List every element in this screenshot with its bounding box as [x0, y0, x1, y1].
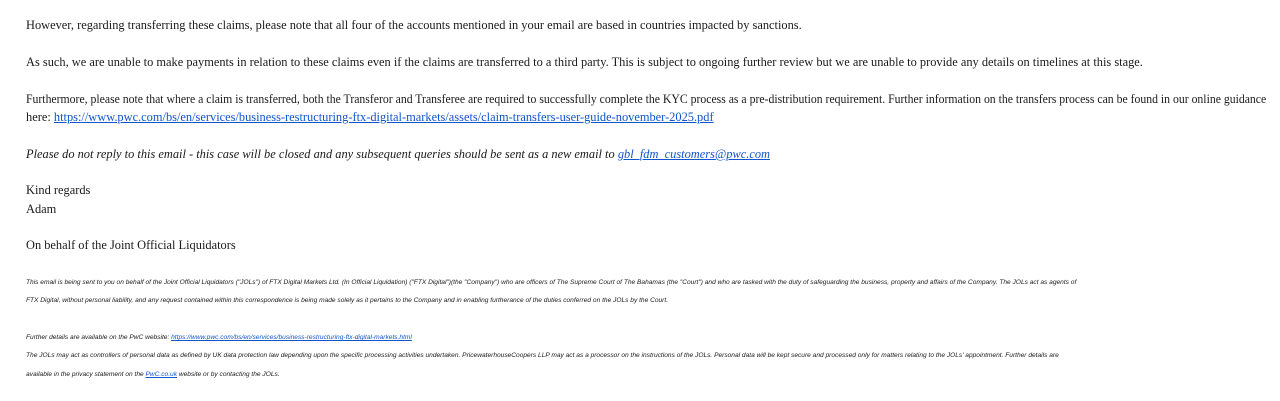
pwc-website-link[interactable]: https://www.pwc.com/bs/en/services/business-restructuring-ftx-digital-markets.html: [171, 334, 412, 341]
sender-name: Adam: [26, 202, 57, 216]
paragraph-kyc-line2: [26, 108, 714, 126]
disclaimer-website: [26, 333, 412, 343]
website-text: Further details are available on the PwC website:: [26, 334, 172, 341]
no-reply-text: Please do not reply to this email - this case will be closed and any subsequent queries should be sent as a new email to: [26, 147, 618, 161]
paragraph-kyc-line1: Furthermore, please note that where a claim is transferred, both the Transferor and Transferee are required to successfully complete the KYC process as a pre-distribution requirement. Further information on the transfers process can be found in our online guidance: [26, 92, 1267, 106]
disclaimer-privacy-line2: [26, 370, 280, 380]
privacy-text-pre: available in the privacy statement on the: [26, 371, 146, 378]
kind-regards: Kind regards: [26, 183, 91, 197]
privacy-text-post: website or by contacting the JOLs.: [177, 371, 280, 378]
paragraph-payments: As such, we are unable to make payments in relation to these claims even if the claims are transferred to a third party. This is subject to ongoing further review but we are unable to provide any details on timelines at this stage.: [26, 55, 1143, 69]
disclaimer-jols-line2: FTX Digital, without personal liability, and any request contained within this correspondence is being made solely as it pertains to the Company and in enabling furtherance of the duties conferred on the JOLs by the Court.: [26, 297, 669, 304]
guidance-link[interactable]: https://www.pwc.com/bs/en/services/business-restructuring-ftx-digital-markets/assets/claim-transfers-user-guide-november-2025.pdf: [53, 110, 714, 124]
pwc-co-uk-link[interactable]: PwC.co.uk: [145, 371, 178, 378]
on-behalf-line: On behalf of the Joint Official Liquidators: [26, 238, 236, 252]
customers-email-link[interactable]: gbl_fdm_customers@pwc.com: [617, 147, 770, 161]
paragraph-sanctions: However, regarding transferring these claims, please note that all four of the accounts mentioned in your email are based in countries impacted by sanctions.: [26, 18, 802, 32]
paragraph-no-reply: [26, 145, 770, 163]
disclaimer-privacy-line1: The JOLs may act as controllers of personal data as defined by UK data protection law depending upon the specific processing activities undertaken. PricewaterhouseCoopers LLP may act as a processor on the instructions of the JOLs. Personal data will be kept secure and processed only for matters relating to the JOLs' appointment. Further details are: [26, 352, 1059, 359]
disclaimer-jols-line1: This email is being sent to you on behalf of the Joint Official Liquidators ("JOLs") of FTX Digital Markets Ltd. (In Official Liquidation) ("FTX Digital")(the "Company") who are officers of The Supreme Court of The Bahamas (the "Court") and who are tasked with the duty of safeguarding the business, property and affairs of the Company. The JOLs act as agents of: [26, 279, 1077, 286]
here-label: here:: [26, 110, 54, 124]
